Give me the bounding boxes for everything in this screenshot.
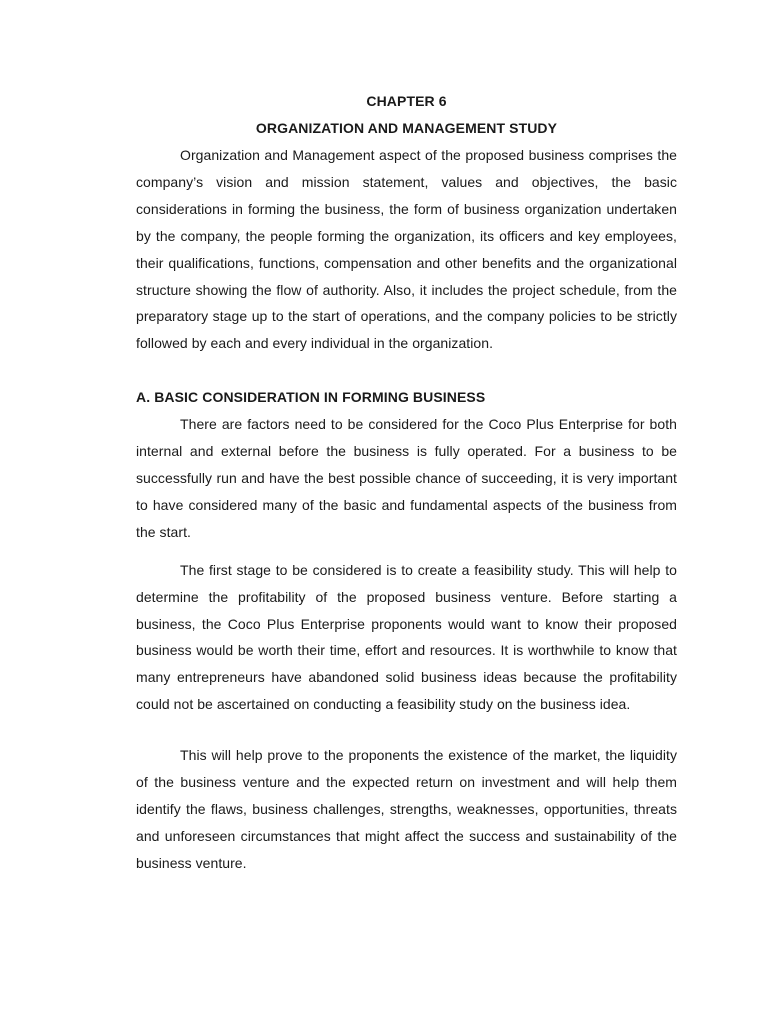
section-a-paragraph-1: There are factors need to be considered for the Coco Plus Enterprise for both internal and external before the business is fully operated. For a business to be successfully run and have the best possible chance of succeeding, it is very important to have considered many of the basic and fundamental aspects of the business from the start. xyxy=(136,416,677,540)
section-a-heading: A. BASIC CONSIDERATION IN FORMING BUSINESS xyxy=(136,389,486,406)
chapter-label: CHAPTER 6 xyxy=(366,93,447,109)
document-page xyxy=(136,88,677,877)
spacer xyxy=(136,357,677,384)
intro-paragraph: Organization and Management aspect of the proposed business comprises the company’s vision and mission statement, values and objectives, the basic considerations in forming the business, the form of business organization undertaken by the company, the people forming the organization, its officers and key employees, their qualifications, functions, compensation and other benefits and the organizational structure showing the flow of authority. Also, it includes the project schedule, from the preparatory stage up to the start of operations, and the company policies to be strictly followed by each and every individual in the organization. xyxy=(136,147,677,352)
chapter-title: ORGANIZATION AND MANAGEMENT STUDY xyxy=(255,120,558,136)
spacer xyxy=(136,546,677,557)
section-a-paragraph-3: This will help prove to the proponents the existence of the market, the liquidity of the business venture and the expected return on investment and will help them identify the flaws, business challenges, strengths, weaknesses, opportunities, threats and unforeseen circumstances that might affect the success and sustainability of the business venture. xyxy=(136,747,677,871)
spacer xyxy=(136,718,677,742)
section-a-paragraph-2: The first stage to be considered is to create a feasibility study. This will help to determine the profitability of the proposed business venture. Before starting a business, the Coco Plus Enterprise proponents would want to know their proposed business would be worth their time, effort and resources. It is worthwhile to know that many entrepreneurs have abandoned solid business ideas because the profitability could not be ascertained on conducting a feasibility study on the business idea. xyxy=(136,561,677,713)
